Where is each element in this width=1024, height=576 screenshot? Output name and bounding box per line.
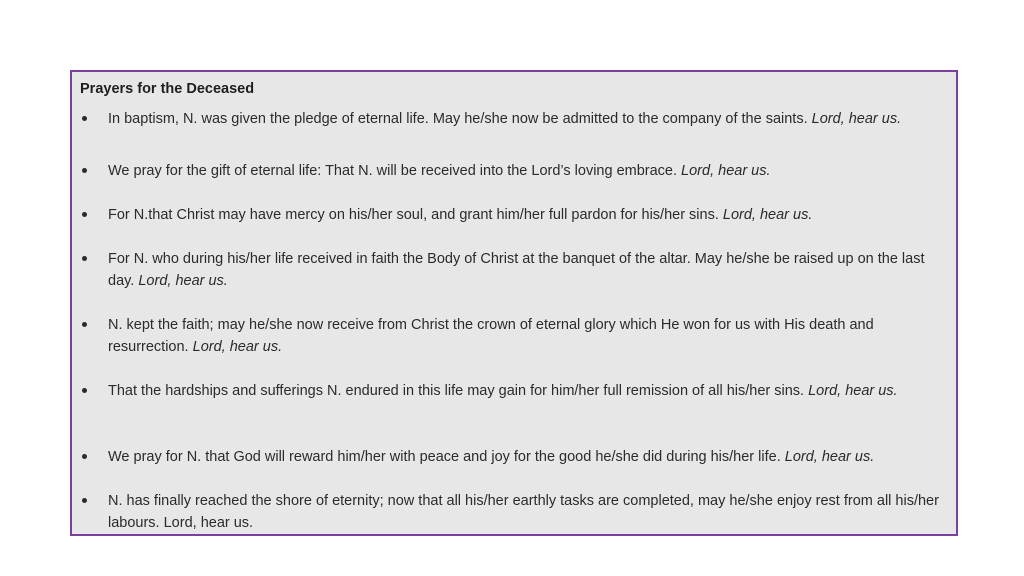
- prayer-text: N. has finally reached the shore of eternity; now that all his/her earthly tasks are completed, may he/she enjoy rest from all his/her labours. Lord, hear us.: [108, 493, 939, 531]
- prayer-text: In baptism, N. was given the pledge of eternal life. May he/she now be admitted to the company of the saints. Lord, hear us.: [108, 111, 902, 127]
- bullet-icon: [82, 454, 87, 459]
- prayer-response: Lord, hear us.: [808, 383, 898, 399]
- prayer-response: Lord, hear us.: [811, 111, 902, 127]
- prayer-text: For N.that Christ may have mercy on his/her soul, and grant him/her full pardon for his/her sins. Lord, hear us.: [108, 207, 813, 223]
- bullet-icon: [82, 498, 87, 503]
- bullet-icon: [82, 212, 87, 217]
- prayer-response: Lord, hear us.: [784, 449, 875, 465]
- bullet-icon: [82, 116, 87, 121]
- bullet-icon: [82, 256, 87, 261]
- prayers-panel: [70, 70, 958, 536]
- prayer-response: Lord, hear us.: [722, 207, 813, 223]
- panel-title: Prayers for the Deceased: [80, 81, 255, 97]
- prayer-text: N. kept the faith; may he/she now receive from Christ the crown of eternal glory which He won for us with His death and resurrection. Lord, hear us.: [108, 317, 874, 355]
- prayer-response: Lord, hear us.: [681, 163, 771, 179]
- prayer-text: We pray for the gift of eternal life: That N. will be received into the Lord’s loving embrace. Lord, hear us.: [108, 163, 771, 179]
- bullet-icon: [82, 322, 87, 327]
- bullet-icon: [82, 388, 87, 393]
- prayer-text: For N. who during his/her life received in faith the Body of Christ at the banquet of the altar. May he/she be raised up on the last day. Lord, hear us.: [108, 251, 925, 289]
- prayer-text: That the hardships and sufferings N. endured in this life may gain for him/her full remission of all his/her sins. Lord, hear us.: [108, 383, 898, 399]
- prayer-response: Lord, hear us.: [192, 339, 283, 355]
- bullet-icon: [82, 168, 87, 173]
- prayer-response: Lord, hear us.: [138, 273, 228, 289]
- prayer-text: We pray for N. that God will reward him/her with peace and joy for the good he/she did during his/her life. Lord, hear us.: [108, 449, 875, 465]
